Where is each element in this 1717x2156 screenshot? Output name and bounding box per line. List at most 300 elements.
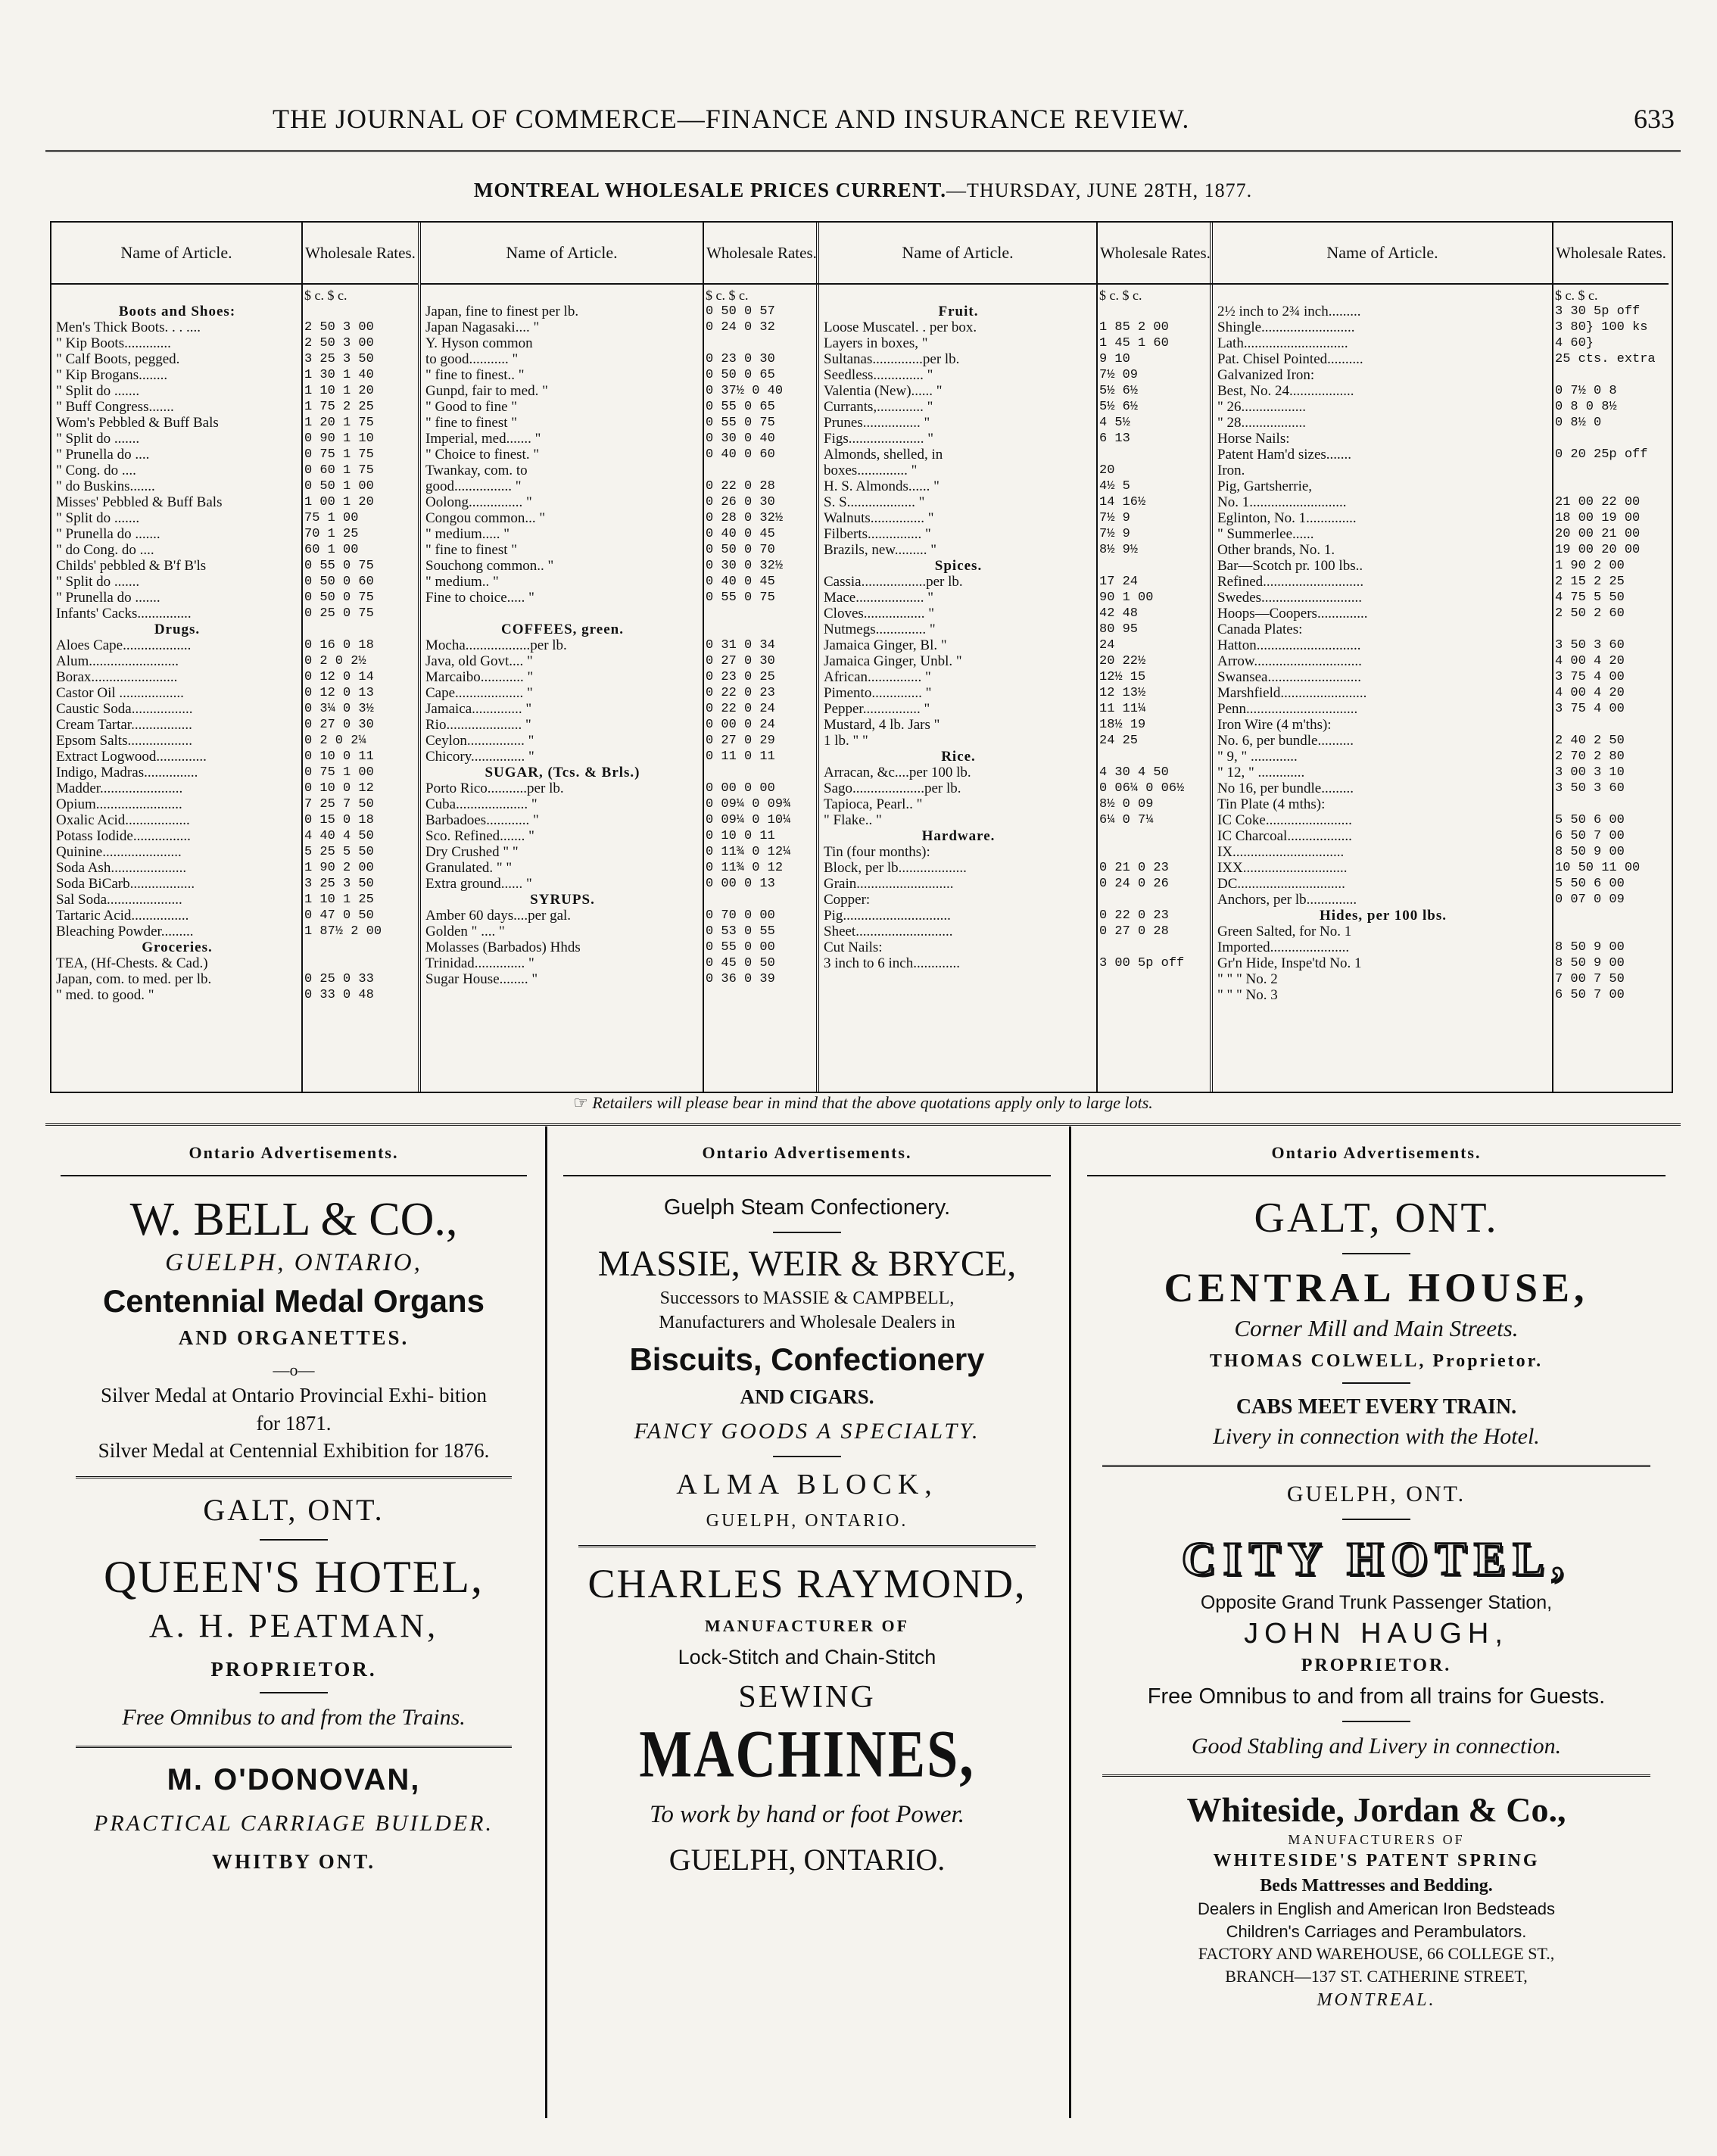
wholesale-rate: 1 10 1 20 (304, 384, 374, 398)
table-row (1213, 669, 1669, 685)
table-row (421, 812, 819, 828)
wholesale-rate: 3 50 3 60 (1555, 638, 1625, 653)
hotel-note: Free Omnibus to and from the Trains. (122, 1705, 466, 1731)
article-name: Misses' Pebbled & Buff Bals (56, 494, 223, 510)
article-name: Hides, per 100 lbs. (1319, 908, 1447, 924)
wholesale-rate (700, 463, 819, 478)
name-heading: Name of Article. (1326, 243, 1438, 262)
article-name: " do Buskins....... (56, 478, 155, 494)
wholesale-rate: 7 25 7 50 (304, 797, 374, 812)
prices-date: —THURSDAY, JUNE 28TH, 1877. (946, 179, 1253, 201)
rates-heading: Wholesale Rates. (1552, 223, 1669, 283)
article-name: Barbadoes............ " (425, 812, 539, 828)
article-name: " " " No. 2 (1217, 971, 1278, 987)
wholesale-rate: 1 90 2 00 (1555, 559, 1625, 573)
table-row (51, 319, 418, 335)
table-row (421, 669, 819, 685)
ad-odonovan (45, 1760, 542, 1876)
article-name: Sheet........................... (824, 924, 953, 939)
wholesale-rate: 90 1 00 (1099, 590, 1154, 605)
wholesale-rate (298, 955, 418, 971)
article-name: IXX............................. (1217, 860, 1348, 876)
article-name: " Calf Boots, pegged. (56, 351, 180, 367)
table-row (819, 335, 1213, 351)
advertiser-note: To work by hand or foot Power. (650, 1800, 964, 1828)
article-name: Nutmegs.............. " (824, 622, 936, 637)
article-name: Mace................... " (824, 590, 933, 606)
wholesale-rate: 0 00 0 24 (706, 718, 775, 732)
article-name: " Cong. do .... (56, 463, 136, 478)
table-row (1213, 765, 1669, 780)
wholesale-rate: 0 50 1 00 (304, 479, 374, 494)
article-name: No. 1........................... (1217, 494, 1347, 510)
ad-column-heading: Ontario Advertisements. (1087, 1126, 1666, 1176)
hotel-note: CABS MEET EVERY TRAIN. (1236, 1395, 1517, 1419)
hotel-note: Free Omnibus to and from all trains for Guests. (1147, 1684, 1606, 1709)
wholesale-rate: 0 07 0 09 (1555, 893, 1625, 907)
advertiser-name: MASSIE, WEIR & BRYCE, (597, 1244, 1017, 1285)
article-name: Green Salted, for No. 1 (1217, 924, 1352, 939)
table-row (819, 860, 1213, 876)
article-name: Canada Plates: (1217, 622, 1303, 637)
article-name: Amber 60 days....per gal. (425, 908, 572, 924)
table-row (1213, 987, 1669, 1003)
wholesale-rate: 0 50 0 75 (304, 590, 374, 605)
table-row (1213, 876, 1669, 892)
wholesale-rate (298, 622, 418, 637)
wholesale-rate: 0 12 0 13 (304, 686, 374, 700)
page-header (45, 100, 1681, 138)
wholesale-rate: 0 7½ 0 8 (1555, 384, 1617, 398)
table-row (819, 399, 1213, 415)
wholesale-rate (700, 335, 819, 351)
table-row (1213, 717, 1669, 733)
table-row (1213, 971, 1669, 987)
article-name: Epsom Salts.................. (56, 733, 192, 749)
price-column (51, 223, 418, 1092)
wholesale-rate: 0 25 0 33 (304, 972, 374, 986)
table-row (819, 351, 1213, 367)
table-row (421, 351, 819, 367)
page-number: 633 (1634, 104, 1675, 134)
article-name: Tin Plate (4 mths): (1217, 796, 1326, 812)
article-name: S. S................... " (824, 494, 925, 510)
article-name: Other brands, No. 1. (1217, 542, 1335, 558)
article-name: Boots and Shoes: (118, 304, 236, 319)
article-name: COFFEES, green. (501, 622, 624, 637)
wholesale-rate: 1 90 2 00 (304, 861, 374, 875)
advertiser-description: Children's Carriages and Perambulators. (1226, 1921, 1527, 1941)
wholesale-rate: 0 28 0 32½ (706, 511, 784, 525)
wholesale-rate: $ c. $ c. (304, 288, 347, 303)
wholesale-rate: 0 11¾ 0 12 (706, 861, 784, 875)
wholesale-rate: 0 10 0 12 (304, 781, 374, 796)
advertiser-name: Whiteside, Jordan & Co., (1186, 1790, 1566, 1829)
price-column (1210, 223, 1669, 1092)
article-name: Grain........................... (824, 876, 954, 892)
wholesale-rate (1093, 558, 1213, 574)
article-name: Block, per lb................... (824, 860, 967, 876)
wholesale-rate: 4 00 4 20 (1555, 686, 1625, 700)
article-name: Iron. (1217, 463, 1245, 478)
table-row (51, 383, 418, 399)
table-row (421, 780, 819, 796)
article-name: Mustard, 4 lb. Jars " (824, 717, 940, 733)
wholesale-rate: 3 25 3 50 (304, 877, 374, 891)
article-name: Japan, com. to med. per lb. (56, 971, 212, 987)
hotel-location: Opposite Grand Trunk Passenger Station, (1200, 1591, 1553, 1613)
wholesale-rate: 75 1 00 (304, 511, 359, 525)
column-header (51, 223, 418, 285)
advertiser-address: FACTORY AND WAREHOUSE, 66 COLLEGE ST., (1198, 1944, 1555, 1964)
wholesale-rate: 5 50 6 00 (1555, 813, 1625, 827)
hotel-note: Good Stabling and Livery in connection. (1191, 1734, 1562, 1759)
article-name: " med. to good. " (56, 987, 154, 1003)
table-row (51, 765, 418, 780)
table-row (819, 701, 1213, 717)
divider-ornament: —o— (273, 1360, 315, 1380)
article-name: Soda BiCarb.................. (56, 876, 195, 892)
wholesale-rate: 1 20 1 75 (304, 416, 374, 430)
wholesale-rate: 0 16 0 18 (304, 638, 374, 653)
wholesale-rate (1549, 924, 1669, 939)
table-row (819, 606, 1213, 622)
proprietor-label: PROPRIETOR. (1301, 1655, 1452, 1675)
article-name: Dry Crushed " " (425, 844, 519, 860)
wholesale-rate (700, 765, 819, 780)
article-name: " 28.................. (1217, 415, 1307, 431)
table-row (421, 653, 819, 669)
wholesale-rate (1093, 828, 1213, 844)
wholesale-rate: 20 (1099, 463, 1115, 478)
journal-title: THE JOURNAL OF COMMERCE—FINANCE AND INSURANCE REVIEW. (273, 104, 1190, 134)
article-name: 2½ inch to 2¾ inch......... (1217, 304, 1361, 319)
article-name: Loose Muscatel. . per box. (824, 319, 977, 335)
advertiser-successors: Successors to MASSIE & CAMPBELL, (659, 1288, 955, 1308)
table-row (421, 685, 819, 701)
medal-text: Silver Medal at Ontario Provincial Exhi- bition for 1871. (101, 1384, 487, 1435)
wholesale-rate: 2 50 3 00 (304, 320, 374, 335)
section-heading (819, 558, 1213, 574)
table-row (819, 494, 1213, 510)
table-row (819, 637, 1213, 653)
advertiser-name: W. BELL & CO., (129, 1194, 458, 1245)
wholesale-rate: 5 50 6 00 (1555, 877, 1625, 891)
table-row (421, 733, 819, 749)
table-row (421, 574, 819, 590)
article-name (421, 288, 700, 304)
wholesale-rate: 12 13½ (1099, 686, 1146, 700)
wholesale-rate: 0 23 0 30 (706, 352, 775, 366)
table-row (51, 892, 418, 908)
table-row (421, 383, 819, 399)
table-row (51, 574, 418, 590)
ad-separator (1102, 1465, 1650, 1467)
table-row (1213, 288, 1669, 304)
table-row (819, 463, 1213, 478)
table-row (421, 844, 819, 860)
article-name: Iron Wire (4 m'ths): (1217, 717, 1332, 733)
wholesale-rate: 0 15 0 18 (304, 813, 374, 827)
wholesale-rate: 0 50 0 70 (706, 543, 775, 557)
wholesale-rate: 80 95 (1099, 622, 1139, 637)
table-row (1213, 574, 1669, 590)
wholesale-rate: 0 09¼ 0 09¾ (706, 797, 791, 812)
wholesale-rate: 0 23 0 25 (706, 670, 775, 684)
table-row (421, 876, 819, 892)
wholesale-rate: 6 50 7 00 (1555, 988, 1625, 1002)
wholesale-rate: 3 50 3 60 (1555, 781, 1625, 796)
wholesale-rate: 7½ 9 (1099, 527, 1130, 541)
article-name: Oxalic Acid.................. (56, 812, 190, 828)
table-row (1213, 304, 1669, 319)
article-name: Potass Iodide................ (56, 828, 191, 844)
article-name: SYRUPS. (530, 892, 595, 908)
table-row (819, 447, 1213, 463)
ad-column-right (1072, 1126, 1681, 2118)
section-heading (51, 304, 418, 319)
ad-charles-raymond (548, 1559, 1066, 1880)
wholesale-rate: 0 20 25p off (1555, 447, 1648, 462)
article-name: Spices. (934, 558, 983, 574)
advertised-product: SEWING (738, 1680, 876, 1715)
advertiser-town: GUELPH, ONTARIO. (668, 1843, 946, 1877)
table-row (51, 669, 418, 685)
article-name: Anchors, per lb.............. (1217, 892, 1357, 908)
ad-queens-hotel (45, 1491, 542, 1733)
wholesale-rate: 2 15 2 25 (1555, 575, 1625, 589)
table-row (421, 939, 819, 955)
article-name: Pig.............................. (824, 908, 951, 924)
wholesale-rate (1093, 939, 1213, 955)
article-name: Porto Rico...........per lb. (425, 780, 564, 796)
column-header (819, 223, 1213, 285)
table-row (819, 780, 1213, 796)
table-row (1213, 383, 1669, 399)
wholesale-rate: 24 (1099, 638, 1115, 653)
wholesale-rate: 0 24 0 26 (1099, 877, 1169, 891)
wholesale-rate: 4 5½ (1099, 416, 1130, 430)
article-name: Galvanized Iron: (1217, 367, 1315, 383)
ad-column-divider (1069, 1126, 1071, 2118)
wholesale-rate: 0 12 0 14 (304, 670, 374, 684)
table-row (1213, 892, 1669, 908)
article-name: Rice. (941, 749, 976, 765)
article-name: " 9, " ............. (1217, 749, 1298, 765)
article-name: Childs' pebbled & B'f B'ls (56, 558, 207, 574)
section-heading (819, 304, 1213, 319)
table-row (51, 844, 418, 860)
wholesale-rate: 9 10 (1099, 352, 1130, 366)
table-row (819, 415, 1213, 431)
wholesale-rate: 0 22 0 28 (706, 479, 775, 494)
wholesale-rate: 4 40 4 50 (304, 829, 374, 843)
wholesale-rate (1549, 908, 1669, 924)
article-name: DC.............................. (1217, 876, 1345, 892)
ad-column-heading: Ontario Advertisements. (563, 1126, 1051, 1176)
table-row (1213, 637, 1669, 653)
article-name: " Split do ....... (56, 431, 140, 447)
table-row (421, 717, 819, 733)
article-name: No 16, per bundle......... (1217, 780, 1354, 796)
pointing-hand-icon: ☞ (573, 1093, 588, 1112)
table-row (1213, 542, 1669, 558)
wholesale-rate: 3 25 3 50 (304, 352, 374, 366)
wholesale-rate: 0 53 0 55 (706, 924, 775, 939)
table-row (421, 415, 819, 431)
article-name: IC Charcoal.................. (1217, 828, 1352, 844)
article-name: Sultanas..............per lb. (824, 351, 960, 367)
article-name: " Split do ....... (56, 574, 140, 590)
table-row (51, 510, 418, 526)
ad-whiteside-jordan (1072, 1789, 1681, 2012)
table-row (421, 971, 819, 987)
wholesale-rate: 70 1 25 (304, 527, 359, 541)
article-name: Tin (four months): (824, 844, 930, 860)
article-name: Gunpd, fair to med. " (425, 383, 548, 399)
wholesale-rate: 2 70 2 80 (1555, 749, 1625, 764)
hotel-town: GALT, ONT. (1254, 1195, 1499, 1242)
table-row (819, 812, 1213, 828)
article-name: Granulated. " " (425, 860, 513, 876)
advertised-detail: Lock-Stitch and Chain-Stitch (678, 1645, 936, 1668)
hotel-proprietor: A. H. PEATMAN, (148, 1607, 439, 1645)
article-name: Cut Nails: (824, 939, 883, 955)
wholesale-rate (1093, 447, 1213, 463)
article-name: Caustic Soda................. (56, 701, 193, 717)
article-name: TEA, (Hf-Chests. & Cad.) (56, 955, 208, 971)
table-row (1213, 526, 1669, 542)
rates-heading: Wholesale Rates. (301, 223, 418, 283)
article-name (819, 288, 1093, 304)
article-name: Mocha..................per lb. (425, 637, 567, 653)
table-row (51, 542, 418, 558)
article-name: Borax........................ (56, 669, 178, 685)
proprietor-label: PROPRIETOR. (210, 1657, 377, 1681)
wholesale-rate: 0 40 0 45 (706, 527, 775, 541)
table-row (1213, 653, 1669, 669)
table-row (819, 844, 1213, 860)
wholesale-rate (700, 622, 819, 637)
wholesale-rate: 1 00 1 20 (304, 495, 374, 509)
table-row (1213, 924, 1669, 939)
wholesale-rate: 2 50 3 00 (304, 336, 374, 351)
wholesale-rate: 7½ 9 (1099, 511, 1130, 525)
table-row (819, 796, 1213, 812)
wholesale-rate (700, 892, 819, 908)
wholesale-rate: 0 21 0 23 (1099, 861, 1169, 875)
table-row (819, 590, 1213, 606)
article-name: Cape................... " (425, 685, 533, 701)
table-row (51, 447, 418, 463)
wholesale-rate: 0 00 0 13 (706, 877, 775, 891)
article-name: Congou common... " (425, 510, 546, 526)
section-heading (51, 939, 418, 955)
table-row (421, 304, 819, 319)
table-row (51, 478, 418, 494)
article-name: " 26.................. (1217, 399, 1307, 415)
table-row (1213, 812, 1669, 828)
article-name: Y. Hyson common (425, 335, 533, 351)
wholesale-rate (1093, 749, 1213, 765)
article-name: Souchong common.. " (425, 558, 554, 574)
wholesale-rate: 4½ 5 (1099, 479, 1130, 494)
article-name: Hoops—Coopers.............. (1217, 606, 1368, 622)
table-row (421, 447, 819, 463)
wholesale-rate: 0 33 0 48 (304, 988, 374, 1002)
article-name: Patent Ham'd sizes....... (1217, 447, 1352, 463)
article-name: 3 inch to 6 inch............. (824, 955, 960, 971)
wholesale-rate: 0 36 0 39 (706, 972, 775, 986)
wholesale-rate: 20 00 21 00 (1555, 527, 1641, 541)
advertiser-role: MANUFACTURER OF (704, 1616, 910, 1636)
article-name: 1 lb. " " (824, 733, 868, 749)
table-row (819, 383, 1213, 399)
prices-title: MONTREAL WHOLESALE PRICES CURRENT.—THURSDAY, JUNE 28TH, 1877. (473, 179, 1253, 201)
table-row (421, 288, 819, 304)
table-row (51, 812, 418, 828)
wholesale-rate: 2 50 2 60 (1555, 606, 1625, 621)
advertised-product: WHITESIDE'S PATENT SPRING (1213, 1851, 1540, 1871)
table-row (1213, 749, 1669, 765)
article-name: Drugs. (154, 622, 201, 637)
section-heading (1213, 908, 1669, 924)
wholesale-rate: 24 25 (1099, 734, 1139, 748)
article-name (1213, 288, 1549, 304)
article-name: " " " No. 3 (1217, 987, 1278, 1003)
column-header (421, 223, 819, 285)
wholesale-rate: 0 55 0 00 (706, 940, 775, 955)
wholesale-rate: 0 75 1 75 (304, 447, 374, 462)
table-row (51, 780, 418, 796)
wholesale-rate: 12½ 15 (1099, 670, 1146, 684)
table-row (51, 415, 418, 431)
table-row (819, 955, 1213, 971)
article-name: " Kip Boots............. (56, 335, 171, 351)
article-name: " Summerlee...... (1217, 526, 1314, 542)
advertiser-role: MANUFACTURERS OF (1288, 1831, 1465, 1847)
advertiser-town: GUELPH, ONTARIO. (706, 1510, 908, 1531)
table-row (1213, 622, 1669, 637)
advertised-product: MACHINES, (639, 1717, 975, 1792)
article-name: Groceries. (142, 939, 213, 955)
wholesale-rate: 1 87½ 2 00 (304, 924, 382, 939)
wholesale-rate: 0 22 0 23 (1099, 908, 1169, 923)
article-name: " Good to fine " (425, 399, 518, 415)
wholesale-rate: 0 40 0 45 (706, 575, 775, 589)
table-row (1213, 558, 1669, 574)
advertiser-specialty: FANCY GOODS A SPECIALTY. (634, 1418, 980, 1444)
article-name: Soda Ash..................... (56, 860, 187, 876)
wholesale-rate: 1 75 2 25 (304, 400, 374, 414)
wholesale-rate (1549, 367, 1669, 383)
table-row (421, 955, 819, 971)
wholesale-rate: 4 00 4 20 (1555, 654, 1625, 668)
advertiser-city: MONTREAL. (1317, 1989, 1436, 2010)
section-heading (819, 749, 1213, 765)
table-row (819, 685, 1213, 701)
wholesale-rate: 0 37½ 0 40 (706, 384, 784, 398)
article-name: Wom's Pebbled & Buff Bals (56, 415, 219, 431)
article-name: Prunes................ " (824, 415, 930, 431)
advertiser-address: BRANCH—137 ST. CATHERINE STREET, (1225, 1967, 1528, 1986)
wholesale-rate: 4 75 5 50 (1555, 590, 1625, 605)
article-name: Horse Nails: (1217, 431, 1290, 447)
table-row (421, 335, 819, 351)
article-name: Tartaric Acid................ (56, 908, 189, 924)
advertised-subproduct: AND ORGANETTES. (178, 1326, 410, 1349)
wholesale-rate (700, 606, 819, 622)
